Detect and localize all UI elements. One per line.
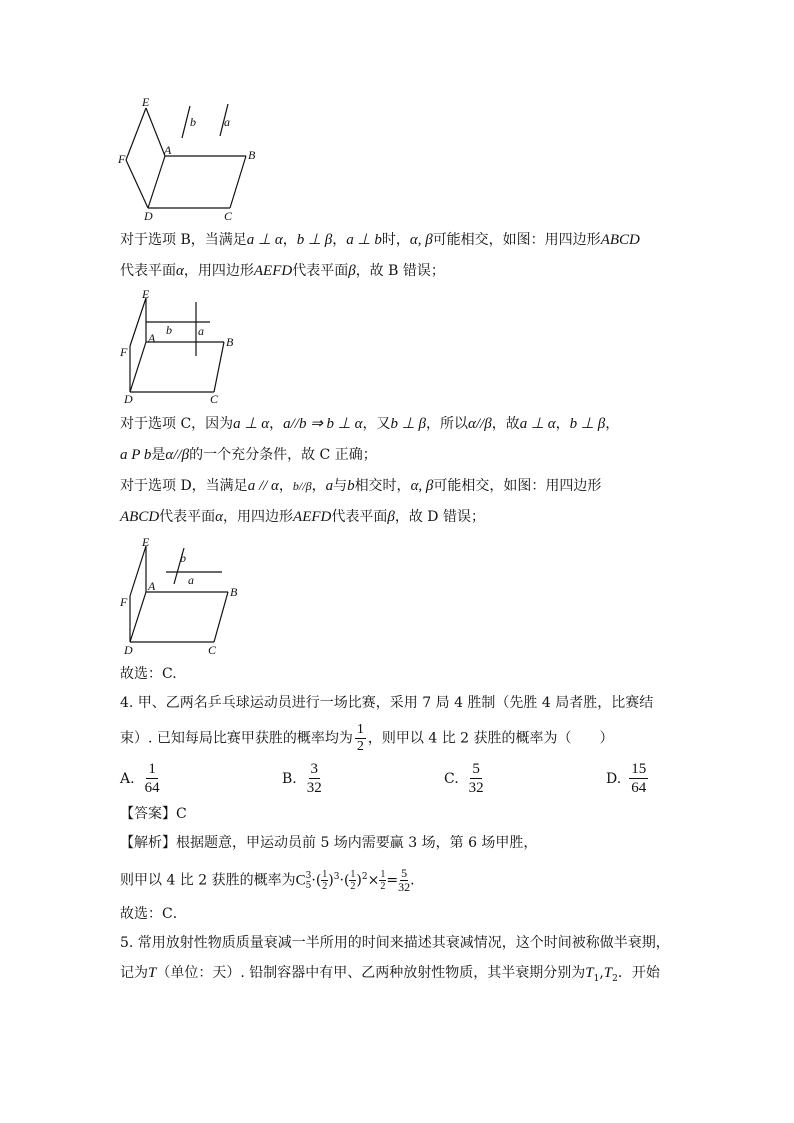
choose-c-1: 故选：C. xyxy=(120,666,177,682)
figure-1 xyxy=(118,92,278,222)
label-A: A xyxy=(164,143,172,157)
option-d-line-1: 对于选项 D，当满足a // α，b//β，a与b相交时，α, β可能相交，如图：用四边形 xyxy=(120,478,602,494)
fraction-one-half: $\frac{1}{2}$ xyxy=(356,722,364,754)
question-4-line-1: 4. 甲、乙两名乒乓球运动员进行一场比赛，采用 7 局 4 胜制（先胜 4 局者胜，比赛结 xyxy=(120,695,654,711)
calculation: 则甲以 4 比 2 获胜的概率为C 3 5 ·( $\frac{1}{2}$ )$^3$·( $\frac{1}{2}$ )$^2$× $\frac{1}{2}$ = $\frac{5}{32}$ . xyxy=(120,866,415,895)
label-B: B xyxy=(248,148,256,162)
label-a: a xyxy=(198,324,204,338)
option-a[interactable]: A. $\frac{1}{64}$ xyxy=(120,761,160,796)
figure-3 xyxy=(118,536,258,660)
label-F: F xyxy=(120,345,128,359)
label-D: D xyxy=(124,643,133,657)
label-E: E xyxy=(142,287,150,301)
label-E: E xyxy=(142,535,150,549)
question-5-line-1: 5. 常用放射性物质质量衰减一半所用的时间来描述其衰减情况，这个时间被称做半衰期， xyxy=(120,935,670,951)
label-C: C xyxy=(208,643,217,657)
label-E: E xyxy=(142,95,150,109)
label-D: D xyxy=(144,209,153,223)
label-C: C xyxy=(224,209,233,223)
label-B: B xyxy=(230,585,238,599)
option-d[interactable]: D. $\frac{15}{64}$ xyxy=(606,761,647,796)
label-a: a xyxy=(224,115,230,129)
answer: 【答案】C xyxy=(120,806,187,822)
option-c[interactable]: C. $\frac{5}{32}$ xyxy=(444,761,484,796)
question-4-line-2: 束）. 已知每局比赛甲获胜的概率均为 $\frac{1}{2}$ ，则甲以 4 比 2 获胜的概率为（ ） xyxy=(120,722,614,754)
label-a: a xyxy=(188,573,194,587)
label-F: F xyxy=(120,595,128,609)
label-B: B xyxy=(226,335,234,349)
figure-3-diagram xyxy=(118,536,258,660)
label-b: b xyxy=(180,551,186,565)
analysis: 【解析】根据题意，甲运动员前 5 场内需要赢 3 场，第 6 场甲胜， xyxy=(120,835,538,851)
choose-c-2: 故选：C． xyxy=(120,906,187,922)
option-b-line-1: 对于选项 B，当满足a ⊥ α，b ⊥ β，a ⊥ b时，α, β可能相交，如图：用四边形ABCD xyxy=(120,232,640,248)
label-A: A xyxy=(148,331,156,345)
label-D: D xyxy=(124,392,133,406)
option-c-line-1: 对于选项 C，因为a ⊥ α，a//b ⇒ b ⊥ α，又b ⊥ β，所以α//β，故a ⊥ α，b ⊥ β， xyxy=(120,416,620,432)
question-5-line-2: 记为T（单位：天）. 铅制容器中有甲、乙两种放射性物质，其半衰期分别为$T_1,T_2$．开始 xyxy=(120,965,660,984)
label-F: F xyxy=(118,152,126,166)
option-b-line-2: 代表平面α，用四边形AEFD代表平面β，故 B 错误； xyxy=(120,263,445,279)
figure-2 xyxy=(118,287,258,408)
option-d-line-2: ABCD代表平面α，用四边形AEFD代表平面β，故 D 错误； xyxy=(120,509,485,525)
option-b[interactable]: B. $\frac{3}{32}$ xyxy=(282,761,322,796)
label-b: b xyxy=(190,115,196,129)
figure-1-diagram xyxy=(118,92,278,222)
option-c-line-2: a P b是α//β的一个充分条件，故 C 正确； xyxy=(120,447,377,463)
label-A: A xyxy=(148,579,156,593)
label-C: C xyxy=(210,392,219,406)
figure-2-diagram xyxy=(118,287,258,408)
label-b: b xyxy=(166,323,172,337)
